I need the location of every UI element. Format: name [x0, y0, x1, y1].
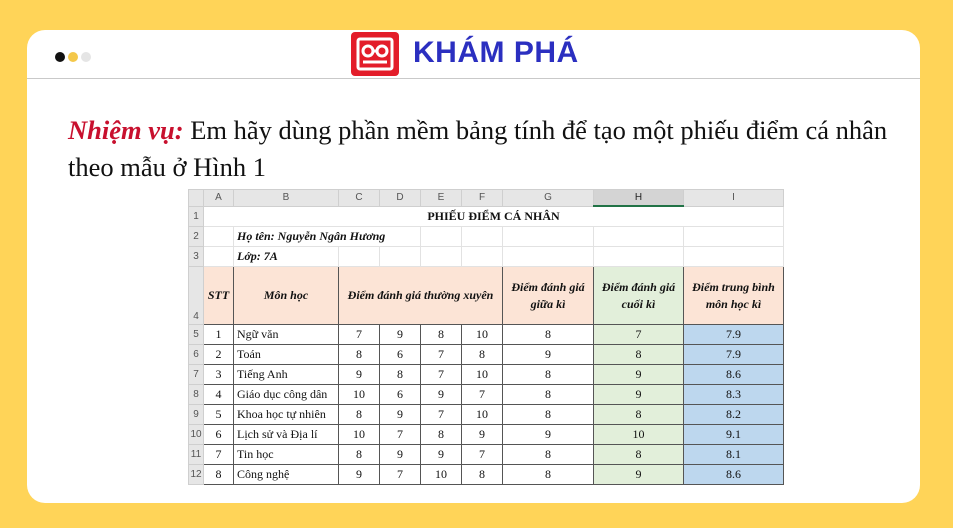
row-header[interactable]: 3 — [189, 247, 204, 267]
name-cell[interactable]: Họ tên: Nguyễn Ngân Hương — [234, 227, 421, 247]
class-cell[interactable]: Lớp: 7A — [234, 247, 339, 267]
cell-regular-3[interactable]: 8 — [421, 425, 462, 445]
table-row — [189, 425, 784, 445]
cell-regular-4[interactable]: 8 — [462, 465, 503, 485]
cell[interactable] — [204, 247, 234, 267]
cell-final[interactable]: 9 — [594, 465, 684, 485]
cell-regular-3[interactable]: 8 — [421, 325, 462, 345]
select-all-corner[interactable] — [189, 190, 204, 207]
row-header[interactable]: 6 — [189, 345, 204, 365]
header-divider — [27, 78, 920, 79]
cell-subject[interactable]: Giáo dục công dân — [234, 385, 339, 405]
cell-regular-2[interactable]: 9 — [380, 445, 421, 465]
cell-regular-3[interactable]: 9 — [421, 385, 462, 405]
header-final[interactable]: Điểm đánh giá cuối kì — [594, 267, 684, 325]
cell-regular-3[interactable]: 7 — [421, 405, 462, 425]
cell-subject[interactable]: Ngữ văn — [234, 325, 339, 345]
column-header[interactable]: C — [339, 190, 380, 207]
sheet-row — [189, 227, 784, 247]
cell-regular-3[interactable]: 7 — [421, 365, 462, 385]
column-header[interactable]: D — [380, 190, 421, 207]
cell-regular-3[interactable]: 9 — [421, 445, 462, 465]
table-row — [189, 465, 784, 485]
cell-subject[interactable]: Lịch sử và Địa lí — [234, 425, 339, 445]
cell[interactable] — [684, 247, 784, 267]
cell-regular-4[interactable]: 7 — [462, 385, 503, 405]
cell-midterm[interactable]: 8 — [503, 365, 594, 385]
cell-average[interactable]: 8.3 — [684, 385, 784, 405]
cell-midterm[interactable]: 9 — [503, 345, 594, 365]
cell-regular-3[interactable]: 10 — [421, 465, 462, 485]
cell-regular-3[interactable]: 7 — [421, 345, 462, 365]
column-header[interactable]: E — [421, 190, 462, 207]
cell-regular-4[interactable]: 10 — [462, 405, 503, 425]
dot-light — [81, 52, 91, 62]
cell-stt[interactable]: 3 — [204, 365, 234, 385]
cell-regular-4[interactable]: 10 — [462, 365, 503, 385]
spreadsheet-figure — [188, 189, 784, 485]
sheet-title-cell[interactable]: PHIẾU ĐIỂM CÁ NHÂN — [204, 206, 784, 227]
cell-regular-2[interactable]: 7 — [380, 465, 421, 485]
cell[interactable] — [503, 247, 594, 267]
cell-final[interactable]: 9 — [594, 385, 684, 405]
cell-regular-2[interactable]: 9 — [380, 325, 421, 345]
cell-regular-2[interactable]: 7 — [380, 425, 421, 445]
column-header[interactable]: B — [234, 190, 339, 207]
cell-regular-1[interactable]: 8 — [339, 405, 380, 425]
row-header[interactable]: 2 — [189, 227, 204, 247]
cell-regular-2[interactable]: 8 — [380, 365, 421, 385]
row-header[interactable]: 12 — [189, 465, 204, 485]
cell-regular-4[interactable]: 10 — [462, 325, 503, 345]
cell-stt[interactable]: 4 — [204, 385, 234, 405]
cell-final[interactable]: 9 — [594, 365, 684, 385]
cell-final[interactable]: 8 — [594, 405, 684, 425]
cell[interactable] — [380, 247, 421, 267]
row-header[interactable]: 5 — [189, 325, 204, 345]
table-row — [189, 405, 784, 425]
dot-dark — [55, 52, 65, 62]
cell-stt[interactable]: 5 — [204, 405, 234, 425]
cell-average[interactable]: 8.6 — [684, 465, 784, 485]
cell[interactable] — [462, 227, 503, 247]
column-header[interactable]: A — [204, 190, 234, 207]
cell-midterm[interactable]: 8 — [503, 465, 594, 485]
cell-average[interactable]: 7.9 — [684, 325, 784, 345]
header-stt[interactable]: STT — [204, 267, 234, 325]
task-text — [68, 112, 898, 186]
cell-final[interactable]: 8 — [594, 445, 684, 465]
sheet-header-row — [189, 267, 784, 325]
cell-stt[interactable]: 2 — [204, 345, 234, 365]
cell-average[interactable]: 8.2 — [684, 405, 784, 425]
cell-regular-1[interactable]: 7 — [339, 325, 380, 345]
spreadsheet-grid — [188, 189, 784, 485]
cell-regular-4[interactable]: 8 — [462, 345, 503, 365]
cell[interactable] — [421, 247, 462, 267]
header-midterm[interactable]: Điểm đánh giá giữa kì — [503, 267, 594, 325]
cell-average[interactable]: 9.1 — [684, 425, 784, 445]
cell-midterm[interactable]: 8 — [503, 405, 594, 425]
cell-subject[interactable]: Tiếng Anh — [234, 365, 339, 385]
table-row — [189, 385, 784, 405]
cell-subject[interactable]: Tin học — [234, 445, 339, 465]
cell-regular-2[interactable]: 6 — [380, 385, 421, 405]
header-average[interactable]: Điểm trung bình môn học kì — [684, 267, 784, 325]
cell[interactable] — [462, 247, 503, 267]
table-row — [189, 365, 784, 385]
cell-midterm[interactable]: 8 — [503, 445, 594, 465]
cell-regular-4[interactable]: 7 — [462, 445, 503, 465]
cell[interactable] — [594, 227, 684, 247]
cell[interactable] — [684, 227, 784, 247]
cell-regular-1[interactable]: 8 — [339, 445, 380, 465]
column-header[interactable]: F — [462, 190, 503, 207]
binoculars-icon — [351, 32, 399, 76]
sheet-row — [189, 206, 784, 227]
sheet-row — [189, 247, 784, 267]
cell-stt[interactable]: 1 — [204, 325, 234, 345]
table-row — [189, 345, 784, 365]
window-dots — [55, 52, 91, 62]
header-subject[interactable]: Môn học — [234, 267, 339, 325]
cell-regular-2[interactable]: 9 — [380, 405, 421, 425]
cell-midterm[interactable]: 8 — [503, 325, 594, 345]
cell-subject[interactable]: Toán — [234, 345, 339, 365]
row-header[interactable]: 10 — [189, 425, 204, 445]
cell-regular-4[interactable]: 9 — [462, 425, 503, 445]
cell-regular-1[interactable]: 8 — [339, 345, 380, 365]
section-title: KHÁM PHÁ — [413, 36, 579, 69]
row-header[interactable]: 11 — [189, 445, 204, 465]
column-header[interactable]: G — [503, 190, 594, 207]
cell-regular-1[interactable]: 10 — [339, 385, 380, 405]
cell-midterm[interactable]: 8 — [503, 385, 594, 405]
row-header[interactable]: 8 — [189, 385, 204, 405]
cell-regular-1[interactable]: 10 — [339, 425, 380, 445]
cell-midterm[interactable]: 9 — [503, 425, 594, 445]
cell-regular-1[interactable]: 9 — [339, 365, 380, 385]
cell[interactable] — [204, 227, 234, 247]
cell-average[interactable]: 8.1 — [684, 445, 784, 465]
cell-stt[interactable]: 8 — [204, 465, 234, 485]
cell-regular-1[interactable]: 9 — [339, 465, 380, 485]
cell-subject[interactable]: Khoa học tự nhiên — [234, 405, 339, 425]
cell-final[interactable]: 7 — [594, 325, 684, 345]
column-header-row — [189, 190, 784, 207]
cell[interactable] — [503, 227, 594, 247]
task-body: Em hãy dùng phần mềm bảng tính để tạo một phiếu điểm cá nhân theo mẫu ở Hình 1 — [68, 115, 888, 182]
cell-stt[interactable]: 6 — [204, 425, 234, 445]
cell[interactable] — [339, 247, 380, 267]
column-header-selected[interactable]: H — [594, 190, 684, 207]
cell-subject[interactable]: Công nghệ — [234, 465, 339, 485]
cell-average[interactable]: 7.9 — [684, 345, 784, 365]
cell-average[interactable]: 8.6 — [684, 365, 784, 385]
table-row — [189, 445, 784, 465]
row-header[interactable]: 1 — [189, 206, 204, 227]
dot-yellow — [68, 52, 78, 62]
column-header[interactable]: I — [684, 190, 784, 207]
cell[interactable] — [594, 247, 684, 267]
row-header[interactable]: 7 — [189, 365, 204, 385]
row-header[interactable]: 9 — [189, 405, 204, 425]
table-row — [189, 325, 784, 345]
cell-regular-2[interactable]: 6 — [380, 345, 421, 365]
cell-stt[interactable]: 7 — [204, 445, 234, 465]
cell-final[interactable]: 8 — [594, 345, 684, 365]
task-lead: Nhiệm vụ: — [68, 115, 184, 145]
row-header[interactable]: 4 — [189, 267, 204, 325]
cell-final[interactable]: 10 — [594, 425, 684, 445]
header-regular[interactable]: Điểm đánh giá thường xuyên — [339, 267, 503, 325]
cell[interactable] — [421, 227, 462, 247]
